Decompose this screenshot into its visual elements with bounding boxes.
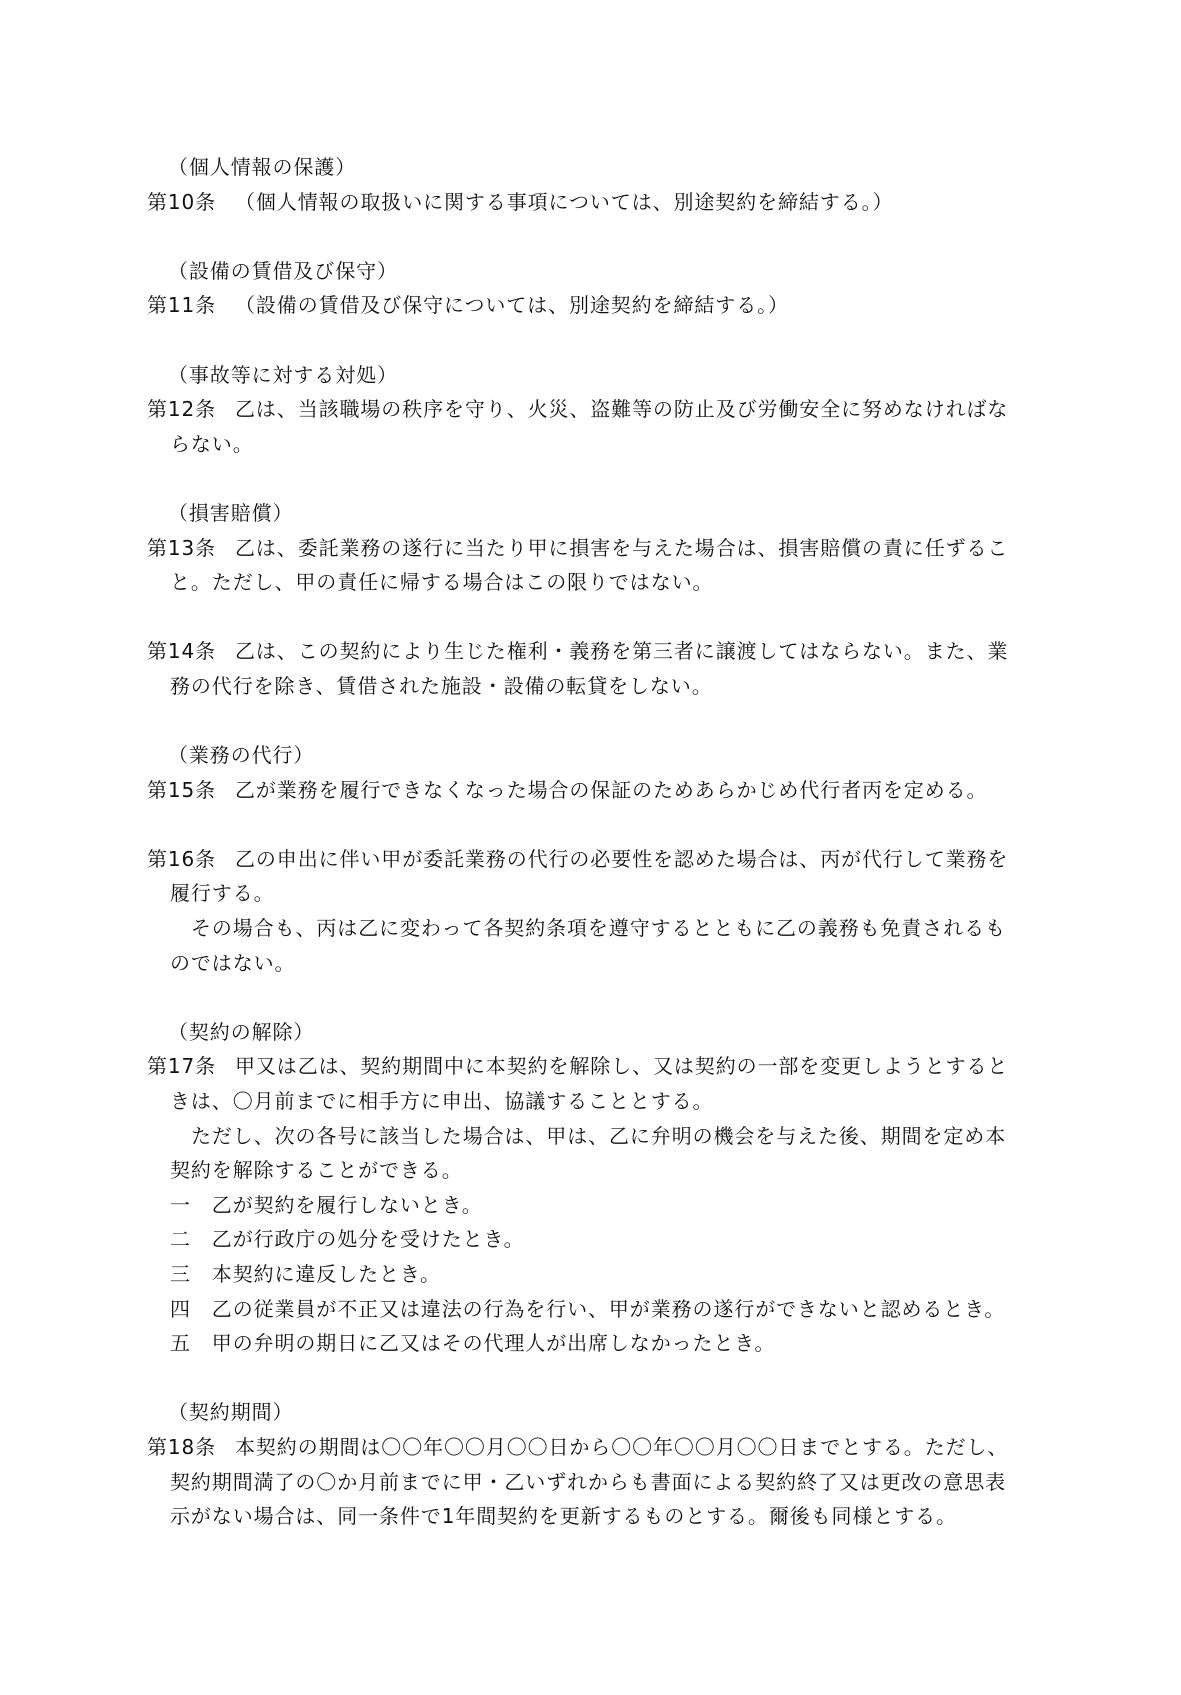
article-18-number: 第18条 [147,1434,217,1459]
article-10-text-1: （個人情報の取扱いに関する事項については、別途契約を締結する。） [235,189,894,214]
article-10-line-1 [147,185,1037,220]
article-17-line-1 [147,1049,1037,1084]
article-14-line-2: 務の代行を除き、賃借された施設・設備の転貸をしない。 [170,673,713,698]
article-17-text-1: 甲又は乙は、契約期間中に本契約を解除し、又は契約の一部を変更しようとすると [235,1054,1009,1079]
article-17-item-1: 一 乙が契約を履行しないとき。 [170,1192,483,1217]
article-18-line-3: 示がない場合は、同一条件で1年間契約を更新するものとする。爾後も同様とする。 [170,1504,957,1529]
article-17-para2-line-1: ただし、次の各号に該当した場合は、甲は、乙に弁明の機会を与えた後、期間を定め本 [191,1123,1007,1148]
spacer [147,980,1037,1015]
article-12-line-2: らない。 [170,431,254,456]
article-14-line-1 [147,634,1037,669]
article-11-text-1: （設備の賃借及び保守については、別途契約を締結する。） [235,293,789,318]
spacer [147,600,1037,635]
article-17-line-2: きは、〇月前までに相手方に申出、協議することとする。 [170,1089,714,1114]
article-15-number: 第15条 [147,777,217,802]
article-17-item-2: 二 乙が行政庁の処分を受けたとき。 [170,1227,525,1252]
article-13-text-1: 乙は、委託業務の遂行に当たり甲に損害を与えた場合は、損害賠償の責に任ずるこ [235,535,1009,560]
article-17-item-3: 三 本契約に違反したとき。 [170,1262,441,1286]
article-11-heading: （設備の賃借及び保守） [168,258,398,283]
article-17-para2-line-2: 契約を解除することができる。 [170,1158,463,1183]
spacer [147,461,1037,496]
spacer [147,219,1037,254]
article-13-line-1 [147,531,1037,566]
article-15-heading: （業務の代行） [168,743,315,768]
spacer [147,807,1037,842]
article-15-line-1 [147,773,1037,808]
article-11-number: 第11条 [147,293,217,318]
article-18-line-2: 契約期間満了の〇か月前までに甲・乙いずれからも書面による契約終了又は更改の意思表 [170,1469,1006,1494]
article-12-heading: （事故等に対する対処） [168,362,398,387]
article-15-text-1: 乙が業務を履行できなくなった場合の保証のためあらかじめ代行者丙を定める。 [235,777,988,802]
article-10-number: 第10条 [147,189,217,214]
article-13-line-2: と。ただし、甲の責任に帰する場合はこの限りではない。 [170,570,714,595]
article-13-heading: （損害賠償） [168,500,294,525]
article-18-heading: （契約期間） [168,1400,294,1425]
article-16-para2-line-1: その場合も、丙は乙に変わって各契約条項を遵守するとともに乙の義務も免責されるも [191,916,1006,941]
spacer [147,323,1037,358]
article-14-number: 第14条 [147,639,217,664]
article-12-text-1: 乙は、当該職場の秩序を守り、火災、盗難等の防止及び労働安全に努めなければな [235,397,1009,422]
article-17-heading: （契約の解除） [168,1019,315,1044]
article-10-heading: （個人情報の保護） [168,155,357,179]
article-14-text-1: 乙は、この契約により生じた権利・義務を第三者に譲渡してはならない。また、業 [235,639,1009,664]
article-16-number: 第16条 [147,846,217,871]
article-16-line-2: 履行する。 [170,881,275,906]
article-16-para2-line-2: のではない。 [170,950,296,975]
article-13-number: 第13条 [147,535,217,560]
article-17-item-4: 四 乙の従業員が不正又は違法の行為を行い、甲が業務の遂行ができないと認めるとき。 [170,1296,1006,1321]
article-17-number: 第17条 [147,1054,217,1079]
spacer [147,704,1037,739]
article-12-number: 第12条 [147,397,217,422]
article-16-text-1: 乙の申出に伴い甲が委託業務の代行の必要性を認めた場合は、丙が代行して業務を [235,846,1009,871]
contract-document [147,150,1037,1534]
spacer [147,1361,1037,1396]
article-18-line-1 [147,1430,1037,1465]
article-16-line-1 [147,842,1037,877]
article-12-line-1 [147,392,1037,427]
article-11-line-1 [147,288,1037,323]
article-18-text-1: 本契約の期間は〇〇年〇〇月〇〇日から〇〇年〇〇月〇〇日までとする。ただし、 [235,1434,1009,1459]
article-17-item-5: 五 甲の弁明の期日に乙又はその代理人が出席しなかったとき。 [170,1331,776,1356]
